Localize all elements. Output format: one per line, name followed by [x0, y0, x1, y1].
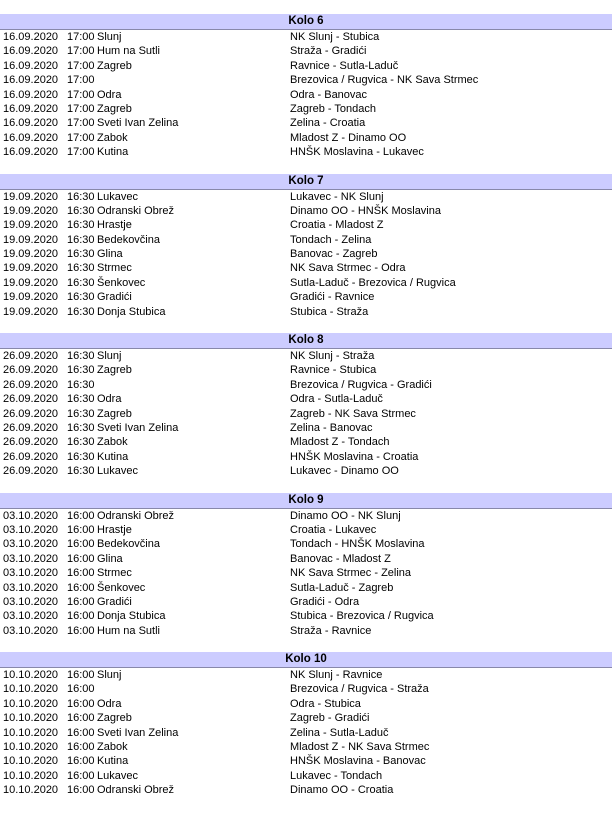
- match-time: 16:00: [67, 712, 95, 725]
- match-time: 16:30: [67, 233, 95, 246]
- match-teams: HNŠK Moslavina - Banovac: [290, 755, 426, 768]
- match-teams: Brezovica / Rugvica - Gradići: [290, 378, 432, 391]
- match-row: [0, 88, 616, 102]
- match-teams: Croatia - Mladost Z: [290, 219, 384, 232]
- match-teams: Zagreb - NK Sava Strmec: [290, 407, 416, 420]
- match-venue: Zagreb: [97, 407, 132, 420]
- match-row: [0, 73, 616, 87]
- match-teams: Zelina - Banovac: [290, 421, 373, 434]
- match-row: [0, 247, 616, 261]
- match-row: [0, 233, 616, 247]
- match-time: 16:00: [67, 726, 95, 739]
- match-row: [0, 566, 616, 580]
- match-date: 26.09.2020: [3, 350, 59, 363]
- match-date: 19.09.2020: [3, 305, 59, 318]
- match-date: 16.09.2020: [3, 74, 59, 87]
- match-time: 17:00: [67, 117, 95, 130]
- match-date: 03.10.2020: [3, 567, 59, 580]
- match-venue: Gradići: [97, 291, 132, 304]
- match-time: 17:00: [67, 45, 95, 58]
- round-header: Kolo 6: [0, 14, 612, 30]
- round-header: Kolo 8: [0, 333, 612, 349]
- match-time: 16:30: [67, 450, 95, 463]
- match-venue: Odra: [97, 393, 122, 406]
- match-venue: Donja Stubica: [97, 610, 166, 623]
- match-time: 16:00: [67, 509, 95, 522]
- match-row: [0, 116, 616, 130]
- match-row: [0, 464, 616, 478]
- match-date: 16.09.2020: [3, 102, 59, 115]
- match-time: 16:00: [67, 769, 95, 782]
- round-section: [0, 333, 616, 479]
- match-venue: Kutina: [97, 755, 129, 768]
- match-time: 16:30: [67, 190, 95, 203]
- match-teams: Brezovica / Rugvica - Straža: [290, 683, 429, 696]
- match-venue: Lukavec: [97, 190, 138, 203]
- match-teams: NK Slunj - Ravnice: [290, 669, 383, 682]
- match-row: [0, 131, 616, 145]
- match-teams: Stubica - Straža: [290, 305, 369, 318]
- round-header: Kolo 7: [0, 174, 612, 190]
- match-teams: Zagreb - Tondach: [290, 102, 377, 115]
- match-venue: Zagreb: [97, 102, 132, 115]
- match-teams: Zelina - Croatia: [290, 117, 366, 130]
- match-date: 03.10.2020: [3, 523, 59, 536]
- match-teams: NK Sava Strmec - Zelina: [290, 567, 412, 580]
- match-row: [0, 44, 616, 58]
- match-row: [0, 349, 616, 363]
- match-date: 10.10.2020: [3, 769, 59, 782]
- match-date: 16.09.2020: [3, 59, 59, 72]
- match-date: 16.09.2020: [3, 146, 59, 159]
- match-teams: Mladost Z - Tondach: [290, 436, 390, 449]
- match-row: [0, 668, 616, 682]
- match-teams: Banovac - Zagreb: [290, 248, 378, 261]
- match-time: 16:30: [67, 407, 95, 420]
- match-venue: Zagreb: [97, 364, 132, 377]
- match-teams: Sutla-Laduč - Zagreb: [290, 581, 394, 594]
- match-venue: Kutina: [97, 450, 129, 463]
- match-date: 26.09.2020: [3, 378, 59, 391]
- match-row: [0, 783, 616, 797]
- match-teams: Odra - Stubica: [290, 697, 361, 710]
- match-date: 03.10.2020: [3, 538, 59, 551]
- match-date: 16.09.2020: [3, 131, 59, 144]
- match-time: 16:30: [67, 465, 95, 478]
- match-teams: HNŠK Moslavina - Croatia: [290, 450, 419, 463]
- match-date: 10.10.2020: [3, 669, 59, 682]
- match-date: 19.09.2020: [3, 262, 59, 275]
- match-row: [0, 581, 616, 595]
- match-venue: Zabok: [97, 131, 128, 144]
- match-time: 17:00: [67, 146, 95, 159]
- match-time: 16:00: [67, 669, 95, 682]
- match-venue: Strmec: [97, 567, 132, 580]
- match-time: 16:30: [67, 276, 95, 289]
- match-row: [0, 145, 616, 159]
- match-venue: Slunj: [97, 669, 122, 682]
- match-venue: Lukavec: [97, 769, 138, 782]
- match-time: 17:00: [67, 131, 95, 144]
- match-teams: Gradići - Odra: [290, 595, 360, 608]
- match-time: 16:30: [67, 262, 95, 275]
- match-date: 16.09.2020: [3, 117, 59, 130]
- match-row: [0, 59, 616, 73]
- match-teams: Odra - Sutla-Laduč: [290, 393, 383, 406]
- match-row: [0, 711, 616, 725]
- match-time: 16:00: [67, 697, 95, 710]
- match-date: 26.09.2020: [3, 436, 59, 449]
- match-date: 10.10.2020: [3, 784, 59, 797]
- match-date: 10.10.2020: [3, 726, 59, 739]
- match-venue: Šenkovec: [97, 276, 146, 289]
- match-venue: Sveti Ivan Zelina: [97, 117, 179, 130]
- match-list: [0, 30, 616, 160]
- match-time: 17:00: [67, 31, 95, 43]
- match-time: 16:00: [67, 624, 95, 637]
- match-date: 03.10.2020: [3, 552, 59, 565]
- match-row: [0, 407, 616, 421]
- match-teams: Dinamo OO - Croatia: [290, 784, 394, 797]
- match-time: 16:00: [67, 581, 95, 594]
- match-venue: Gradići: [97, 595, 132, 608]
- match-time: 16:00: [67, 755, 95, 768]
- match-venue: Odra: [97, 697, 122, 710]
- match-teams: Straža - Ravnice: [290, 624, 372, 637]
- match-row: [0, 190, 616, 204]
- match-time: 17:00: [67, 59, 95, 72]
- match-teams: Croatia - Lukavec: [290, 523, 377, 536]
- match-row: [0, 102, 616, 116]
- round-section: [0, 14, 616, 160]
- match-time: 16:30: [67, 436, 95, 449]
- match-teams: Straža - Gradići: [290, 45, 367, 58]
- match-row: [0, 697, 616, 711]
- match-row: [0, 509, 616, 523]
- match-time: 16:00: [67, 595, 95, 608]
- match-list: [0, 349, 616, 479]
- match-venue: Zagreb: [97, 712, 132, 725]
- match-time: 16:00: [67, 610, 95, 623]
- match-date: 10.10.2020: [3, 683, 59, 696]
- match-date: 26.09.2020: [3, 421, 59, 434]
- match-list: [0, 190, 616, 320]
- match-venue: Lukavec: [97, 465, 138, 478]
- match-time: 16:30: [67, 219, 95, 232]
- match-row: [0, 392, 616, 406]
- match-row: [0, 261, 616, 275]
- match-teams: Ravnice - Sutla-Laduč: [290, 59, 399, 72]
- match-venue: Sveti Ivan Zelina: [97, 726, 179, 739]
- match-venue: Hrastje: [97, 523, 132, 536]
- match-teams: NK Sava Strmec - Odra: [290, 262, 406, 275]
- match-date: 03.10.2020: [3, 595, 59, 608]
- round-header: Kolo 10: [0, 652, 612, 668]
- match-time: 16:30: [67, 350, 95, 363]
- match-venue: Odranski Obrež: [97, 509, 175, 522]
- match-venue: Zabok: [97, 436, 128, 449]
- match-date: 03.10.2020: [3, 509, 59, 522]
- match-row: [0, 609, 616, 623]
- match-venue: Hum na Sutli: [97, 624, 160, 637]
- match-date: 26.09.2020: [3, 393, 59, 406]
- match-row: [0, 523, 616, 537]
- match-time: 16:30: [67, 204, 95, 217]
- match-teams: Zelina - Sutla-Laduč: [290, 726, 389, 739]
- match-teams: Lukavec - Dinamo OO: [290, 465, 399, 478]
- match-row: [0, 378, 616, 392]
- match-venue: Bedekovčina: [97, 233, 160, 246]
- match-venue: Hum na Sutli: [97, 45, 160, 58]
- match-date: 10.10.2020: [3, 741, 59, 754]
- match-date: 10.10.2020: [3, 697, 59, 710]
- match-teams: Tondach - HNŠK Moslavina: [290, 538, 425, 551]
- match-teams: Mladost Z - NK Sava Strmec: [290, 741, 430, 754]
- match-venue: Zabok: [97, 741, 128, 754]
- match-date: 16.09.2020: [3, 31, 59, 43]
- match-date: 10.10.2020: [3, 755, 59, 768]
- match-teams: HNŠK Moslavina - Lukavec: [290, 146, 424, 159]
- match-time: 16:00: [67, 683, 95, 696]
- match-teams: Gradići - Ravnice: [290, 291, 375, 304]
- match-venue: Zagreb: [97, 59, 132, 72]
- match-teams: Brezovica / Rugvica - NK Sava Strmec: [290, 74, 479, 87]
- match-venue: Kutina: [97, 146, 129, 159]
- match-venue: Odranski Obrež: [97, 204, 175, 217]
- match-venue: Odra: [97, 88, 122, 101]
- match-venue: Slunj: [97, 31, 122, 43]
- match-row: [0, 537, 616, 551]
- match-row: [0, 740, 616, 754]
- match-teams: Mladost Z - Dinamo OO: [290, 131, 407, 144]
- match-teams: NK Slunj - Stubica: [290, 31, 380, 43]
- match-time: 16:30: [67, 421, 95, 434]
- match-time: 16:30: [67, 291, 95, 304]
- match-date: 26.09.2020: [3, 465, 59, 478]
- match-date: 19.09.2020: [3, 204, 59, 217]
- match-teams: Odra - Banovac: [290, 88, 368, 101]
- match-list: [0, 509, 616, 639]
- match-time: 16:30: [67, 378, 95, 391]
- match-time: 16:30: [67, 393, 95, 406]
- match-venue: Glina: [97, 248, 123, 261]
- match-time: 16:00: [67, 523, 95, 536]
- match-time: 17:00: [67, 88, 95, 101]
- match-teams: Stubica - Brezovica / Rugvica: [290, 610, 434, 623]
- match-venue: Strmec: [97, 262, 132, 275]
- match-time: 16:00: [67, 741, 95, 754]
- match-row: [0, 290, 616, 304]
- match-date: 26.09.2020: [3, 450, 59, 463]
- match-date: 19.09.2020: [3, 276, 59, 289]
- match-date: 16.09.2020: [3, 88, 59, 101]
- match-venue: Odranski Obrež: [97, 784, 175, 797]
- match-venue: Slunj: [97, 350, 122, 363]
- match-teams: Lukavec - NK Slunj: [290, 190, 384, 203]
- match-venue: Bedekovčina: [97, 538, 160, 551]
- match-venue: Donja Stubica: [97, 305, 166, 318]
- match-date: 19.09.2020: [3, 248, 59, 261]
- match-row: [0, 421, 616, 435]
- match-time: 16:00: [67, 538, 95, 551]
- round-section: [0, 652, 616, 798]
- match-date: 19.09.2020: [3, 219, 59, 232]
- match-list: [0, 668, 616, 798]
- match-row: [0, 552, 616, 566]
- match-date: 19.09.2020: [3, 233, 59, 246]
- match-row: [0, 726, 616, 740]
- match-time: 16:00: [67, 567, 95, 580]
- match-teams: Tondach - Zelina: [290, 233, 372, 246]
- match-row: [0, 305, 616, 319]
- match-teams: Zagreb - Gradići: [290, 712, 370, 725]
- match-time: 17:00: [67, 74, 95, 87]
- match-teams: Lukavec - Tondach: [290, 769, 383, 782]
- match-date: 19.09.2020: [3, 190, 59, 203]
- match-row: [0, 30, 616, 44]
- match-venue: Sveti Ivan Zelina: [97, 421, 179, 434]
- match-venue: Glina: [97, 552, 123, 565]
- match-time: 16:30: [67, 248, 95, 261]
- match-time: 17:00: [67, 102, 95, 115]
- match-date: 03.10.2020: [3, 624, 59, 637]
- match-row: [0, 204, 616, 218]
- match-date: 19.09.2020: [3, 291, 59, 304]
- match-row: [0, 754, 616, 768]
- match-row: [0, 624, 616, 638]
- match-row: [0, 435, 616, 449]
- match-venue: Šenkovec: [97, 581, 146, 594]
- match-date: 03.10.2020: [3, 610, 59, 623]
- match-row: [0, 276, 616, 290]
- match-teams: Ravnice - Stubica: [290, 364, 377, 377]
- match-row: [0, 218, 616, 232]
- match-time: 16:00: [67, 552, 95, 565]
- round-section: [0, 493, 616, 639]
- match-row: [0, 682, 616, 696]
- match-date: 16.09.2020: [3, 45, 59, 58]
- match-teams: NK Slunj - Straža: [290, 350, 375, 363]
- match-date: 10.10.2020: [3, 712, 59, 725]
- match-time: 16:30: [67, 364, 95, 377]
- match-teams: Dinamo OO - NK Slunj: [290, 509, 401, 522]
- match-teams: Sutla-Laduč - Brezovica / Rugvica: [290, 276, 456, 289]
- match-teams: Dinamo OO - HNŠK Moslavina: [290, 204, 441, 217]
- match-row: [0, 450, 616, 464]
- match-row: [0, 595, 616, 609]
- match-row: [0, 363, 616, 377]
- match-date: 03.10.2020: [3, 581, 59, 594]
- match-date: 26.09.2020: [3, 364, 59, 377]
- match-date: 26.09.2020: [3, 407, 59, 420]
- round-header: Kolo 9: [0, 493, 612, 509]
- match-row: [0, 769, 616, 783]
- match-time: 16:00: [67, 784, 95, 797]
- match-venue: Hrastje: [97, 219, 132, 232]
- match-teams: Banovac - Mladost Z: [290, 552, 391, 565]
- round-section: [0, 174, 616, 320]
- match-time: 16:30: [67, 305, 95, 318]
